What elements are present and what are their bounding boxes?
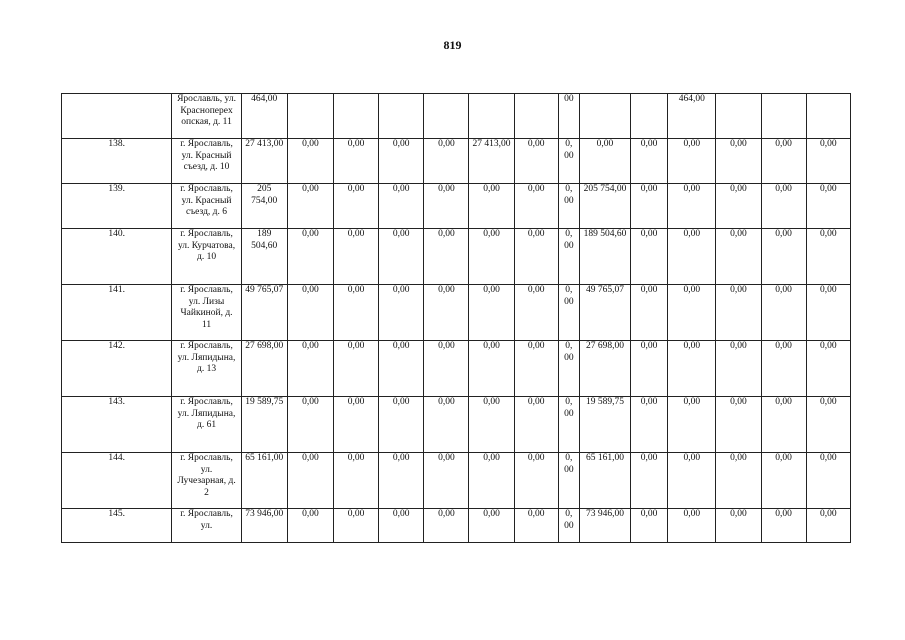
amount-cell: 205 754,00 (579, 184, 630, 229)
amount-cell: 0,00 (514, 453, 558, 509)
amount-cell (806, 94, 850, 139)
amount-cell (514, 94, 558, 139)
amount-cell: 0,00 (668, 139, 716, 184)
amount-cell: 464,00 (668, 94, 716, 139)
amount-cell: 0, 00 (558, 184, 579, 229)
amount-cell: 0,00 (668, 229, 716, 285)
amount-cell (424, 94, 469, 139)
table-row (62, 94, 851, 139)
amount-cell: 0,00 (469, 509, 514, 543)
amount-cell: 205 754,00 (241, 184, 287, 229)
amount-cell: 0,00 (761, 229, 806, 285)
amount-cell: 0,00 (716, 397, 761, 453)
amount-cell: 0,00 (631, 509, 668, 543)
amount-cell: 0,00 (631, 184, 668, 229)
amount-cell: 0,00 (579, 139, 630, 184)
amount-cell: 0,00 (287, 397, 333, 453)
amount-cell: 0,00 (424, 341, 469, 397)
registry-table (61, 93, 851, 543)
amount-cell: 0,00 (514, 229, 558, 285)
amount-cell: 189 504,60 (241, 229, 287, 285)
amount-cell: 0,00 (469, 341, 514, 397)
amount-cell: 0,00 (806, 184, 850, 229)
amount-cell: 0,00 (631, 229, 668, 285)
address-cell: г. Ярославль, ул. Ляпидына, д. 13 (172, 341, 241, 397)
amount-cell: 0,00 (668, 341, 716, 397)
amount-cell: 27 413,00 (241, 139, 287, 184)
amount-cell: 65 161,00 (241, 453, 287, 509)
amount-cell: 0,00 (424, 184, 469, 229)
amount-cell: 0,00 (514, 184, 558, 229)
amount-cell: 65 161,00 (579, 453, 630, 509)
amount-cell: 0, 00 (558, 453, 579, 509)
amount-cell: 0,00 (334, 285, 379, 341)
amount-cell: 0,00 (716, 509, 761, 543)
amount-cell: 0,00 (761, 139, 806, 184)
amount-cell (631, 94, 668, 139)
amount-cell: 0,00 (379, 509, 424, 543)
amount-cell: 0,00 (806, 139, 850, 184)
amount-cell: 0,00 (806, 453, 850, 509)
amount-cell: 0,00 (379, 184, 424, 229)
amount-cell (379, 94, 424, 139)
amount-cell: 0,00 (716, 139, 761, 184)
table-row (62, 229, 851, 285)
amount-cell (334, 94, 379, 139)
address-cell: г. Ярославль, ул. Красный съезд, д. 10 (172, 139, 241, 184)
table-row (62, 184, 851, 229)
row-number: 145. (62, 509, 172, 543)
amount-cell: 0,00 (424, 397, 469, 453)
amount-cell (761, 94, 806, 139)
amount-cell: 27 698,00 (579, 341, 630, 397)
amount-cell: 0, 00 (558, 139, 579, 184)
amount-cell: 0,00 (334, 397, 379, 453)
amount-cell: 73 946,00 (579, 509, 630, 543)
amount-cell: 0,00 (716, 184, 761, 229)
amount-cell: 00 (558, 94, 579, 139)
amount-cell: 0,00 (334, 139, 379, 184)
address-cell: г. Ярославль, ул. Лизы Чайкиной, д. 11 (172, 285, 241, 341)
amount-cell: 0,00 (761, 184, 806, 229)
address-cell: г. Ярославль, ул. Красный съезд, д. 6 (172, 184, 241, 229)
row-number: 142. (62, 341, 172, 397)
row-number: 143. (62, 397, 172, 453)
amount-cell: 0,00 (806, 397, 850, 453)
amount-cell: 0,00 (424, 285, 469, 341)
amount-cell: 0,00 (631, 285, 668, 341)
amount-cell: 27 413,00 (469, 139, 514, 184)
amount-cell: 0, 00 (558, 285, 579, 341)
amount-cell: 0,00 (379, 397, 424, 453)
amount-cell: 0,00 (761, 285, 806, 341)
table-row (62, 139, 851, 184)
row-number: 138. (62, 139, 172, 184)
amount-cell: 0,00 (379, 139, 424, 184)
amount-cell: 0,00 (806, 285, 850, 341)
amount-cell: 0,00 (514, 509, 558, 543)
amount-cell: 0,00 (334, 184, 379, 229)
amount-cell (579, 94, 630, 139)
address-cell: г. Ярославль, ул. Курчатова, д. 10 (172, 229, 241, 285)
amount-cell: 0,00 (761, 397, 806, 453)
amount-cell: 0,00 (469, 285, 514, 341)
amount-cell: 0,00 (806, 229, 850, 285)
row-number: 141. (62, 285, 172, 341)
amount-cell: 0,00 (469, 184, 514, 229)
table-row (62, 453, 851, 509)
amount-cell: 0,00 (716, 453, 761, 509)
amount-cell: 73 946,00 (241, 509, 287, 543)
amount-cell: 0,00 (287, 184, 333, 229)
amount-cell: 0,00 (469, 397, 514, 453)
amount-cell: 0, 00 (558, 341, 579, 397)
amount-cell: 0,00 (469, 229, 514, 285)
table-row (62, 509, 851, 543)
amount-cell: 0,00 (668, 453, 716, 509)
amount-cell: 0,00 (631, 397, 668, 453)
amount-cell: 0,00 (761, 341, 806, 397)
amount-cell: 0,00 (379, 453, 424, 509)
amount-cell: 0,00 (716, 285, 761, 341)
amount-cell (287, 94, 333, 139)
amount-cell: 0,00 (469, 453, 514, 509)
amount-cell: 0,00 (287, 453, 333, 509)
amount-cell: 0,00 (287, 139, 333, 184)
amount-cell: 0,00 (287, 229, 333, 285)
page-number: 819 (443, 38, 462, 52)
amount-cell: 0,00 (631, 453, 668, 509)
amount-cell: 0,00 (424, 139, 469, 184)
row-number (62, 94, 172, 139)
address-cell: г. Ярославль, ул. Лучезарная, д. 2 (172, 453, 241, 509)
row-number: 144. (62, 453, 172, 509)
amount-cell: 0,00 (761, 509, 806, 543)
amount-cell: 0,00 (668, 509, 716, 543)
amount-cell: 49 765,07 (241, 285, 287, 341)
amount-cell: 0,00 (287, 285, 333, 341)
amount-cell: 0,00 (334, 229, 379, 285)
amount-cell: 0,00 (806, 509, 850, 543)
amount-cell: 0,00 (716, 341, 761, 397)
amount-cell: 0,00 (287, 341, 333, 397)
amount-cell: 0,00 (806, 341, 850, 397)
amount-cell: 0,00 (334, 341, 379, 397)
amount-cell: 0,00 (716, 229, 761, 285)
amount-cell: 49 765,07 (579, 285, 630, 341)
address-cell: Ярославль, ул. Краснопереx опская, д. 11 (172, 94, 241, 139)
amount-cell: 0, 00 (558, 397, 579, 453)
amount-cell: 0,00 (514, 285, 558, 341)
amount-cell: 19 589,75 (241, 397, 287, 453)
amount-cell: 0,00 (631, 139, 668, 184)
amount-cell: 0,00 (379, 285, 424, 341)
amount-cell: 0,00 (379, 341, 424, 397)
amount-cell: 27 698,00 (241, 341, 287, 397)
amount-cell (716, 94, 761, 139)
table-row (62, 285, 851, 341)
amount-cell (469, 94, 514, 139)
amount-cell: 464,00 (241, 94, 287, 139)
table-row (62, 397, 851, 453)
amount-cell: 0,00 (668, 184, 716, 229)
amount-cell: 0, 00 (558, 229, 579, 285)
row-number: 139. (62, 184, 172, 229)
amount-cell: 19 589,75 (579, 397, 630, 453)
amount-cell: 0,00 (334, 509, 379, 543)
amount-cell: 0,00 (514, 341, 558, 397)
amount-cell: 0,00 (514, 139, 558, 184)
amount-cell: 0,00 (334, 453, 379, 509)
amount-cell: 0,00 (424, 509, 469, 543)
row-number: 140. (62, 229, 172, 285)
amount-cell: 0,00 (761, 453, 806, 509)
table-row (62, 341, 851, 397)
amount-cell: 0,00 (287, 509, 333, 543)
amount-cell: 0,00 (424, 229, 469, 285)
amount-cell: 0,00 (379, 229, 424, 285)
address-cell: г. Ярославль, ул. Ляпидына, д. 61 (172, 397, 241, 453)
address-cell: г. Ярославль, ул. (172, 509, 241, 543)
amount-cell: 0,00 (631, 341, 668, 397)
amount-cell: 0,00 (514, 397, 558, 453)
amount-cell: 0, 00 (558, 509, 579, 543)
amount-cell: 189 504,60 (579, 229, 630, 285)
amount-cell: 0,00 (424, 453, 469, 509)
amount-cell: 0,00 (668, 397, 716, 453)
amount-cell: 0,00 (668, 285, 716, 341)
